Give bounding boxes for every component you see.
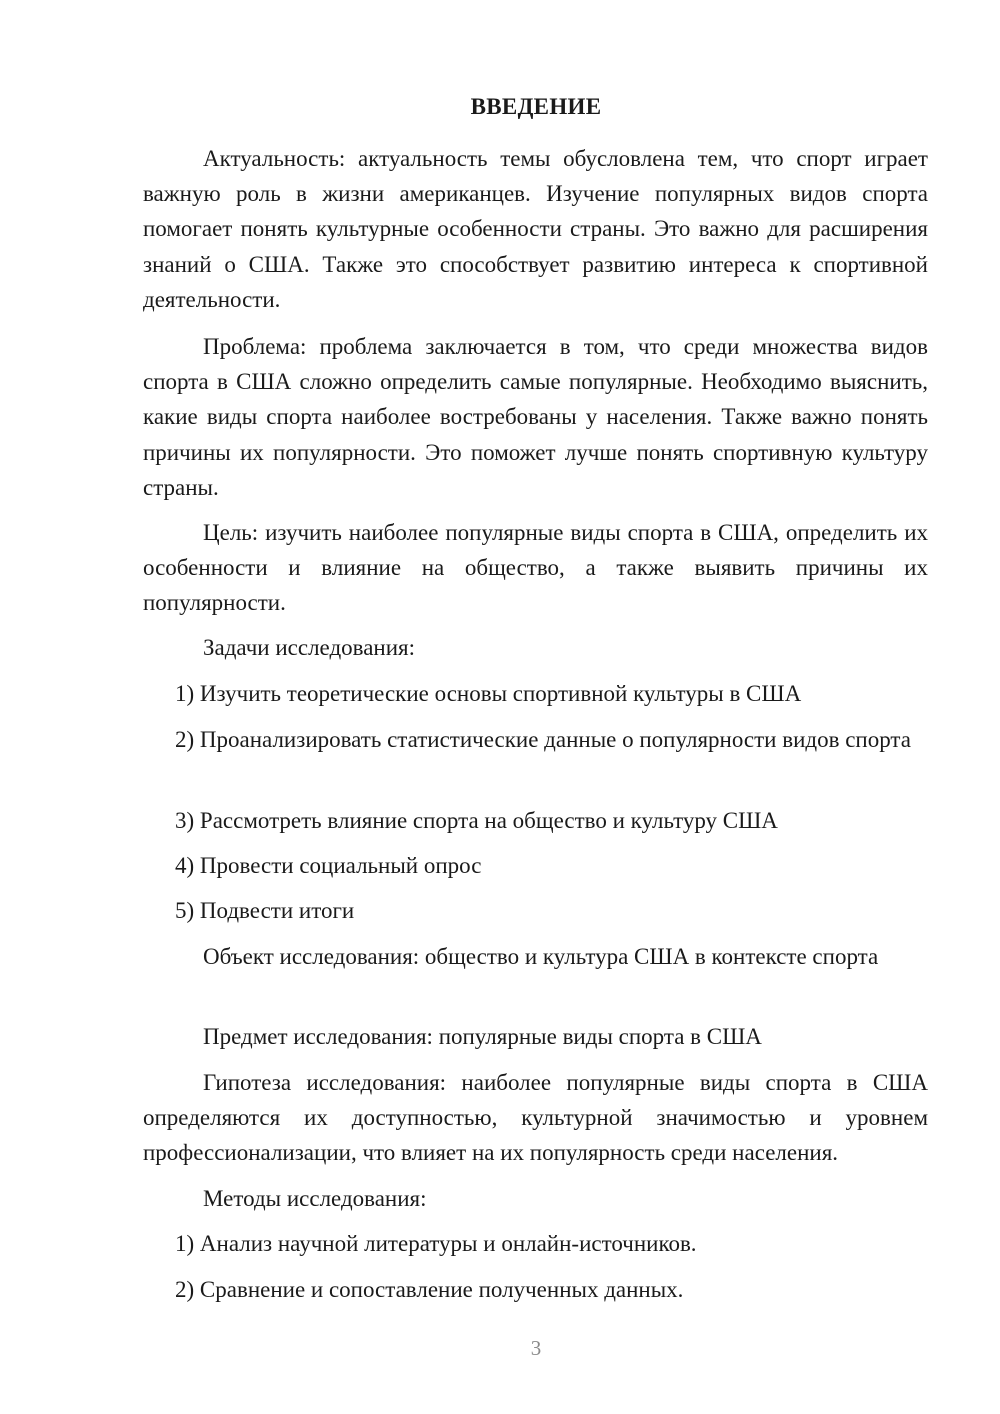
object-paragraph: Объект исследования: общество и культура США в контексте спорта	[203, 944, 879, 969]
page-title: ВВЕДЕНИЕ	[470, 94, 602, 119]
relevance-paragraph: Актуальность: актуальность темы обусловлена тем, что спорт играет важную роль в жизни американцев. Изучение популярных видов спорта помогает понять культурные особенности страны. Это важно для расширения знаний о США. Также это способствует развитию интереса к спортивной деятельности.	[143, 146, 928, 312]
methods-heading: Методы исследования:	[203, 1186, 427, 1211]
task-item: 1) Изучить теоретические основы спортивной культуры в США	[175, 681, 802, 706]
page-number: 3	[530, 1336, 542, 1360]
problem-paragraph: Проблема: проблема заключается в том, что среди множества видов спорта в США сложно определить самые популярные. Необходимо выяснить, какие виды спорта наиболее востребованы у населения. Также важно понять причины их популярности. Это поможет лучше понять спортивную культуру страны.	[143, 334, 928, 500]
task-item: 4) Провести социальный опрос	[175, 853, 482, 878]
task-item: 3) Рассмотреть влияние спорта на общество и культуру США	[175, 808, 778, 833]
task-item: 5) Подвести итоги	[175, 898, 355, 923]
method-item: 1) Анализ научной литературы и онлайн-источников.	[175, 1231, 697, 1256]
task-item: 2) Проанализировать статистические данные о популярности видов спорта	[175, 727, 911, 752]
hypothesis-paragraph: Гипотеза исследования: наиболее популярные виды спорта в США определяются их доступностью, культурной значимостью и уровнем профессионализации, что влияет на их популярность среди населения.	[143, 1070, 928, 1166]
tasks-heading: Задачи исследования:	[203, 635, 416, 660]
method-item: 2) Сравнение и сопоставление полученных данных.	[175, 1277, 684, 1302]
goal-paragraph: Цель: изучить наиболее популярные виды спорта в США, определить их особенности и влияние на общество, а также выявить причины их популярности.	[143, 520, 928, 616]
subject-paragraph: Предмет исследования: популярные виды спорта в США	[203, 1024, 762, 1049]
